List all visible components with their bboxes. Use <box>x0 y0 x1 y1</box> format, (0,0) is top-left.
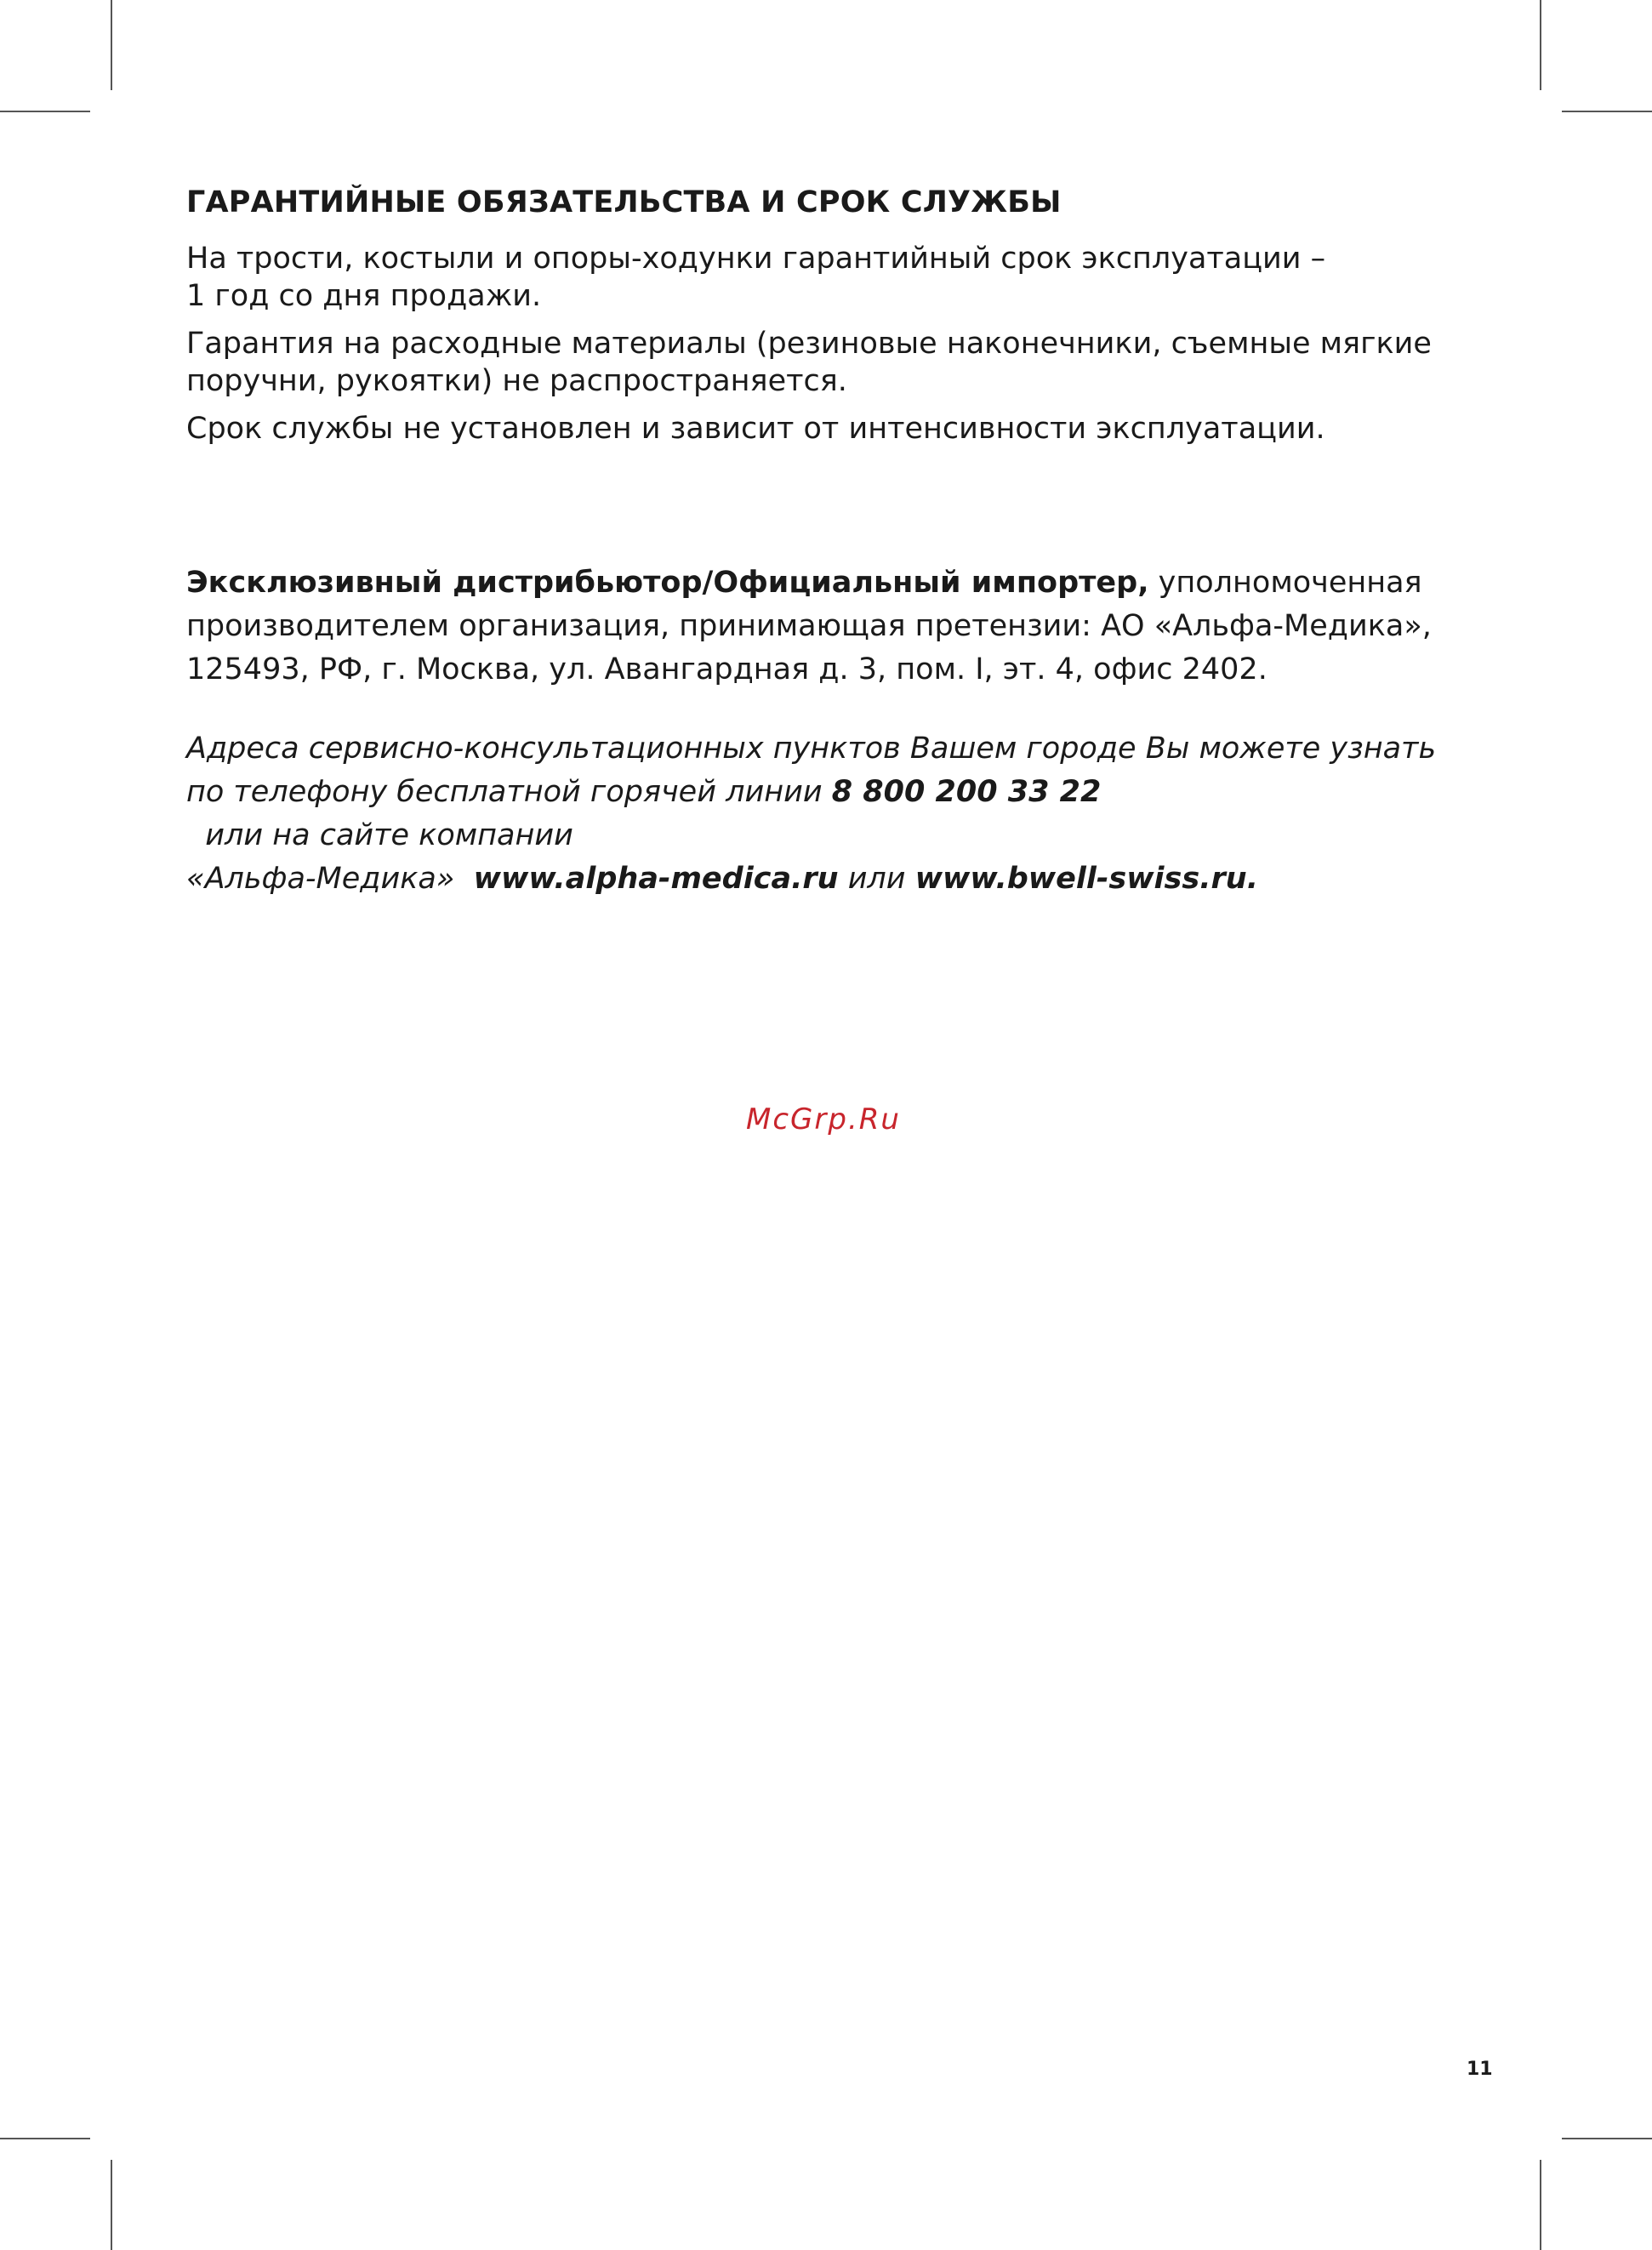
warranty-term-line-1: На трости, костыли и опоры-ходунки гарантийный срок эксплуатации – <box>186 242 1326 276</box>
page-number: 11 <box>1467 2059 1493 2080</box>
watermark-text: McGrp.Ru <box>746 1102 901 1136</box>
warranty-heading: ГАРАНТИЙНЫЕ ОБЯЗАТЕЛЬСТВА И СРОК СЛУЖБЫ <box>186 185 1062 219</box>
page-content <box>186 182 1479 901</box>
service-line-3-mid: или <box>838 862 915 896</box>
crop-mark-top-left-horizontal <box>0 111 90 112</box>
crop-mark-top-left-vertical <box>111 0 112 90</box>
crop-mark-bottom-left-vertical <box>111 2160 112 2250</box>
warranty-consumables-line-1: Гарантия на расходные материалы (резиновые наконечники, съемные мягкие <box>186 327 1432 361</box>
crop-mark-bottom-right-horizontal <box>1562 2138 1652 2139</box>
warranty-paragraph-service-life: Срок службы не установлен и зависит от интенсивности эксплуатации. <box>186 412 1325 446</box>
service-line-3 <box>186 857 1479 901</box>
hotline-phone[interactable]: 8 800 200 33 22 <box>831 775 1102 809</box>
crop-mark-bottom-left-horizontal <box>0 2138 90 2139</box>
service-block <box>186 727 1479 901</box>
crop-mark-bottom-right-vertical <box>1540 2160 1541 2250</box>
service-line-1: Адреса сервисно-консультационных пунктов Вашем городе Вы можете узнать <box>186 732 1437 766</box>
service-line-2 <box>186 771 1479 857</box>
importer-label: Эксклюзивный дистрибьютор/Официальный импортер, <box>186 566 1149 600</box>
importer-line-2: производителем организация, принимающая претензии: АО «Альфа-Медика», <box>186 609 1432 643</box>
warranty-consumables-line-2: поручни, рукоятки) не распространяется. <box>186 364 847 398</box>
crop-mark-top-right-horizontal <box>1562 111 1652 112</box>
importer-line-1 <box>186 561 1479 605</box>
warranty-paragraph-consumables <box>186 325 1479 400</box>
warranty-paragraph-term <box>186 240 1479 315</box>
importer-block <box>186 561 1479 692</box>
service-line-3-start: «Альфа-Медика» <box>186 862 474 896</box>
importer-line-1-rest: уполномоченная <box>1148 566 1422 600</box>
crop-mark-top-right-vertical <box>1540 0 1541 90</box>
service-line-2-end: или на сайте компании <box>186 818 573 852</box>
website-link-alpha-medica[interactable]: www.alpha-medica.ru <box>473 862 839 896</box>
warranty-term-line-2: 1 год со дня продажи. <box>186 279 542 313</box>
service-line-2-start: по телефону бесплатной горячей линии <box>186 775 832 809</box>
importer-address: 125493, РФ, г. Москва, ул. Авангардная д. 3, пом. I, эт. 4, офис 2402. <box>186 652 1267 686</box>
watermark <box>0 1102 1652 1136</box>
website-link-bwell-swiss[interactable]: www.bwell-swiss.ru. <box>914 862 1258 896</box>
